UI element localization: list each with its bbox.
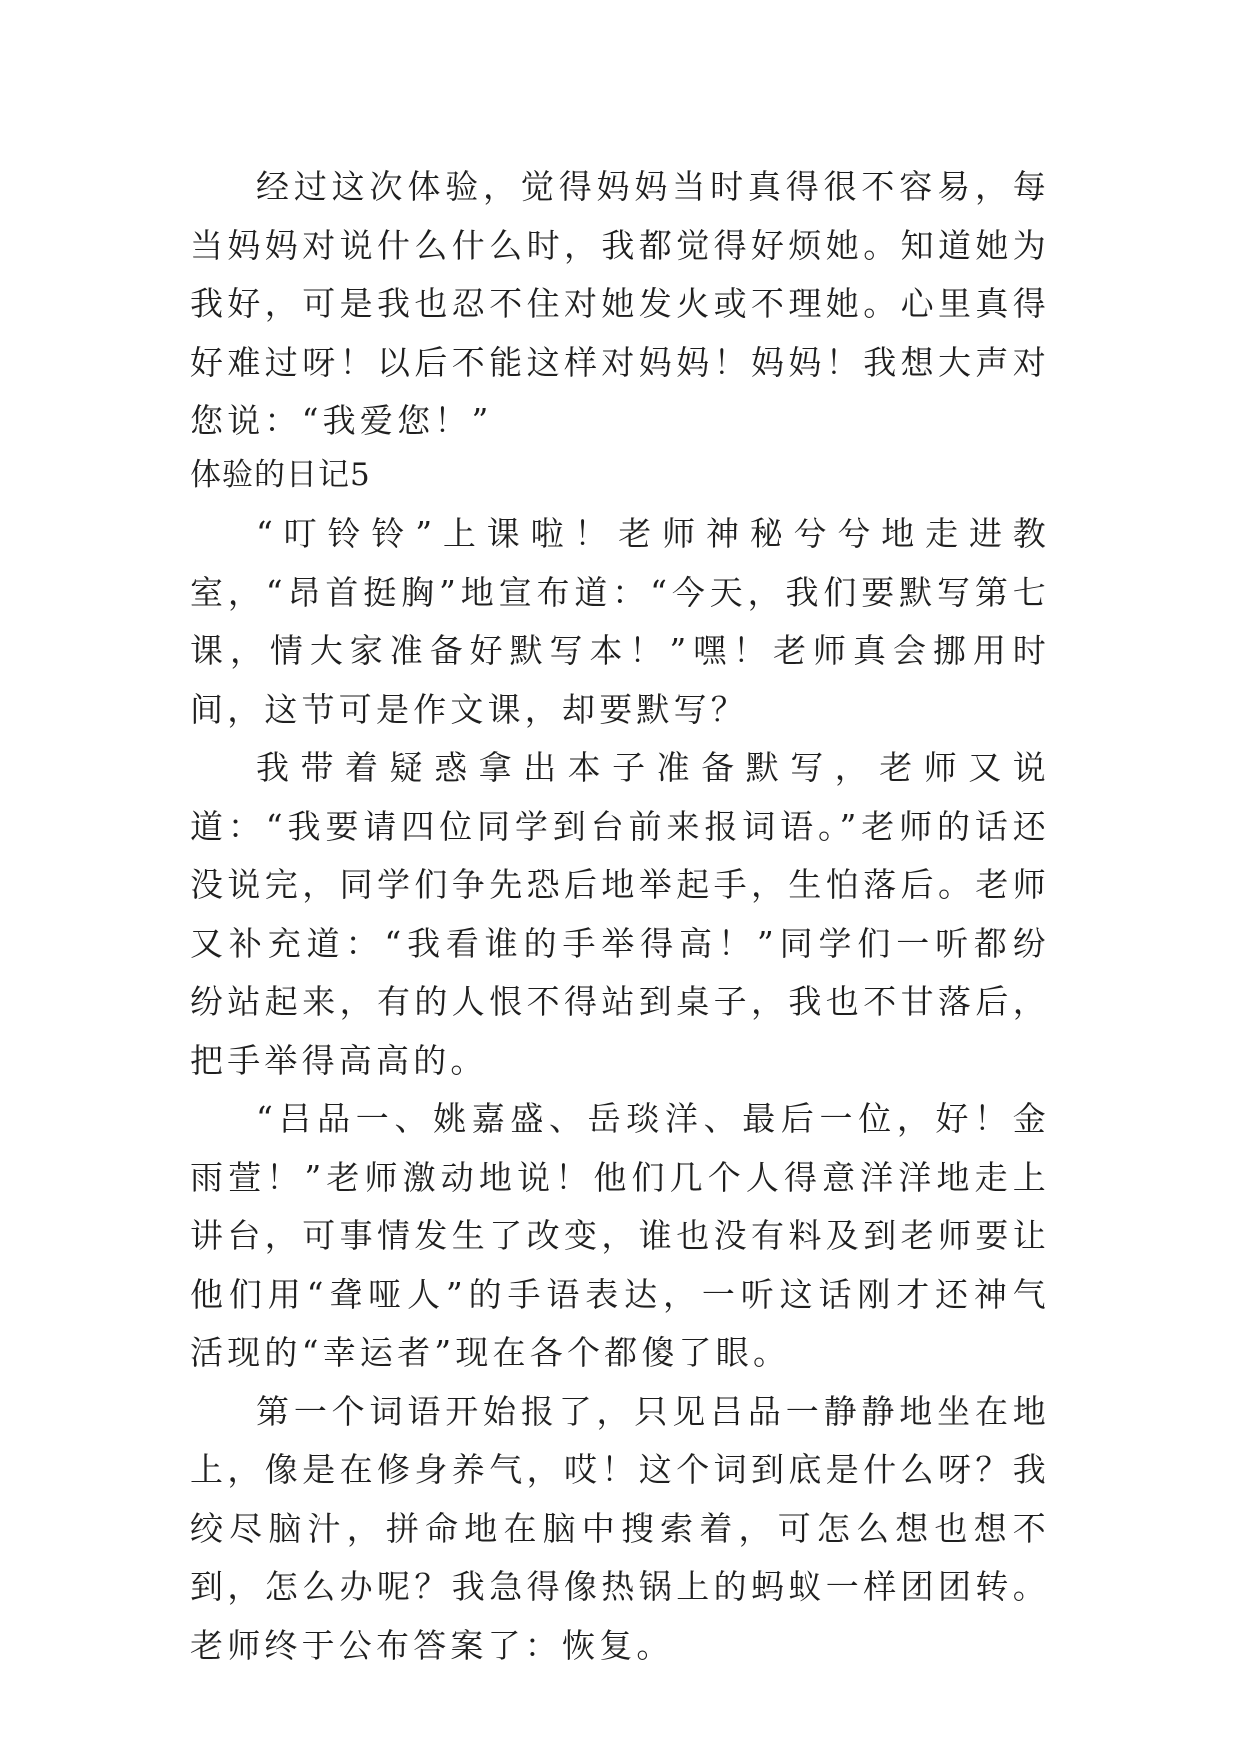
- diary-paragraph-2: 我带着疑惑拿出本子准备默写，老师又说道：“我要请四位同学到台前来报词语。”老师的话还没说完，同学们争先恐后地举起手，生怕落后。老师又补充道：“我看谁的手举得高！”同学们一听都纷纷站起来，有的人恨不得站到桌子，我也不甘落后，把手举得高高的。: [190, 748, 1050, 1080]
- section-title: 体验的日记5: [190, 457, 371, 493]
- intro-paragraph: 经过这次体验，觉得妈妈当时真得很不容易，每当妈妈对说什么什么时，我都觉得好烦她。知道她为我好，可是我也忍不住对她发火或不理她。心里真得好难过呀！以后不能这样对妈妈！妈妈！我想大声对您说：“我爱您！”: [190, 167, 1050, 440]
- intro-section: [190, 158, 1050, 451]
- diary-paragraph-1: “叮铃铃”上课啦！老师神秘兮兮地走进教室，“昂首挺胸”地宣布道：“今天，我们要默写第七课，情大家准备好默写本！”嘿！老师真会挪用时间，这节可是作文课，却要默写？: [190, 514, 1050, 729]
- diary-body: [190, 505, 1050, 1675]
- diary-paragraph-3: “吕品一、姚嘉盛、岳琰洋、最后一位，好！金雨萱！”老师激动地说！他们几个人得意洋洋地走上讲台，可事情发生了改变，谁也没有料及到老师要让他们用“聋哑人”的手语表达，一听这话刚才还神气活现的“幸运者”现在各个都傻了眼。: [190, 1099, 1050, 1372]
- diary-paragraph-4: 第一个词语开始报了，只见吕品一静静地坐在地上，像是在修身养气，哎！这个词到底是什么呀？我绞尽脑汁，拼命地在脑中搜索着，可怎么想也想不到，怎么办呢？我急得像热锅上的蚂蚁一样团团转。老师终于公布答案了：恢复。: [190, 1391, 1050, 1665]
